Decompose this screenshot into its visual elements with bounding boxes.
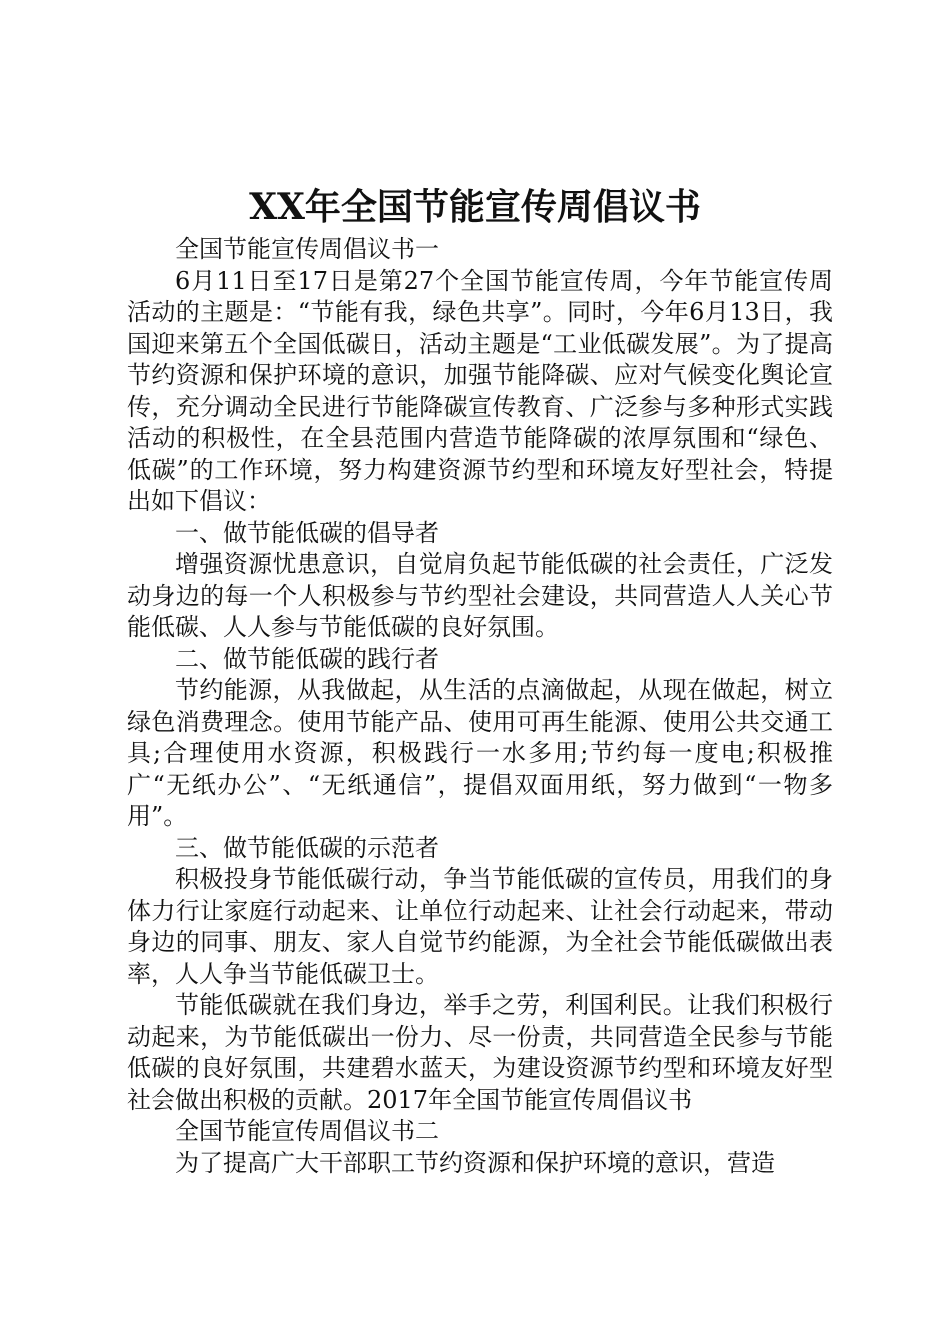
paragraph-conclusion: 节能低碳就在我们身边，举手之劳，利国利民。让我们积极行动起来，为节能低碳出一份力、尽一份责，共同营造全民参与节能低碳的良好氛围，共建碧水蓝天，为建设资源节约型和环境友好型社会做出积极的贡献。2017年全国节能宣传周倡议书 — [127, 991, 833, 1114]
subheading-part-two: 全国节能宣传周倡议书二 — [175, 1117, 439, 1145]
subheading-part-one: 全国节能宣传周倡议书一 — [175, 235, 439, 263]
section-heading-1: 一、做节能低碳的倡导者 — [175, 518, 439, 547]
paragraph-section-2: 节约能源，从我做起，从生活的点滴做起，从现在做起，树立绿色消费理念。使用节能产品、使用可再生能源、使用公共交通工具;合理使用水资源，积极践行一水多用;节约每一度电;积极推广“无纸办公”、“无纸通信”，提倡双面用纸，努力做到“一物多用”。 — [127, 676, 833, 830]
document-title: XX年全国节能宣传周倡议书 — [249, 186, 701, 228]
paragraph-intro: 6月11日至17日是第27个全国节能宣传周，今年节能宣传周活动的主题是：“节能有我，绿色共享”。同时，今年6月13日，我国迎来第五个全国低碳日，活动主题是“工业低碳发展”。为了提高节约资源和保护环境的意识，加强节能降碳、应对气候变化舆论宣传，充分调动全民进行节能降碳宣传教育、广泛参与多种形式实践活动的积极性，在全县范围内营造节能降碳的浓厚氛围和“绿色、低碳”的工作环境，努力构建资源节约型和环境友好型社会，特提出如下倡议： — [127, 266, 833, 515]
section-heading-3: 三、做节能低碳的示范者 — [175, 833, 439, 862]
section-heading-2: 二、做节能低碳的践行者 — [175, 644, 439, 673]
document-body — [127, 234, 833, 1179]
paragraph-part-two-start: 为了提高广大干部职工节约资源和保护环境的意识，营造 — [175, 1148, 775, 1177]
paragraph-section-3: 积极投身节能低碳行动，争当节能低碳的宣传员，用我们的身体力行让家庭行动起来、让单位行动起来、让社会行动起来，带动身边的同事、朋友、家人自觉节约能源，为全社会节能低碳做出表率，人人争当节能低碳卫士。 — [127, 865, 833, 988]
paragraph-section-1: 增强资源忧患意识，自觉肩负起节能低碳的社会责任，广泛发动身边的每一个人积极参与节约型社会建设，共同营造人人关心节能低碳、人人参与节能低碳的良好氛围。 — [127, 550, 833, 641]
